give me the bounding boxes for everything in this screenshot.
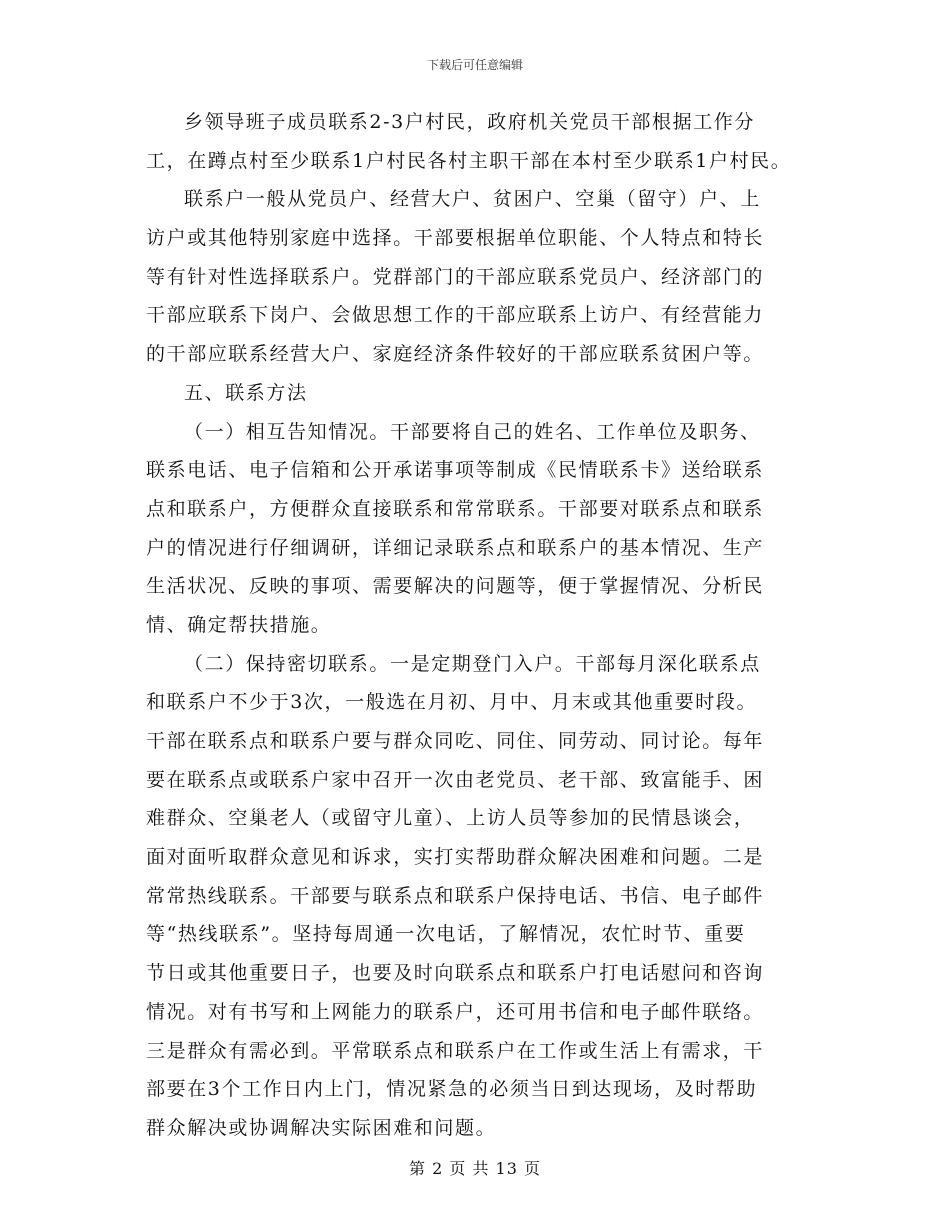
- text-line: 点和联系户，方便群众直接联系和常常联系。干部要对联系点和联系: [146, 497, 765, 520]
- text-line: 情、确定帮扶措施。: [146, 613, 332, 636]
- page-number-footer: 第 2 页 共 13 页: [409, 1159, 541, 1178]
- page-header: 下载后可任意编辑: [426, 58, 523, 72]
- text-line: 生活状况、反映的事项、需要解决的问题等，便于掌握情况、分析民: [146, 575, 765, 598]
- text-line: 的干部应联系经营大户、家庭经济条件较好的干部应联系贫困户等。: [146, 343, 765, 366]
- text-line: 要在联系点或联系户家中召开一次由老党员、老干部、致富能手、困: [146, 768, 765, 791]
- text-line: 部要在3个工作日内上门，情况紧急的必须当日到达现场，及时帮助: [146, 1078, 758, 1101]
- text-line: 三是群众有需必到。平常联系点和联系户在工作或生活上有需求，干: [146, 1039, 765, 1062]
- text-line: 联系户一般从党员户、经营大户、贫困户、空巢（留守）户、上: [184, 188, 761, 211]
- text-line: 难群众、空巢老人（或留守儿童）、上访人员等参加的民情恳谈会，: [146, 807, 755, 830]
- text-line: 等“热线联系”。坚持每周通一次电话，了解情况，农忙时节、重要: [146, 923, 746, 946]
- document-body: [146, 110, 806, 1155]
- text-line: 干部在联系点和联系户要与群众同吃、同住、同劳动、同讨论。每年: [146, 730, 765, 752]
- text-line: （一）相互告知情况。干部要将自己的姓名、工作单位及职务、: [184, 420, 761, 443]
- text-line: 群众解决或协调解决实际困难和问题。: [146, 1116, 497, 1139]
- text-line: 情况。对有书写和上网能力的联系户，还可用书信和电子邮件联络。: [146, 1000, 765, 1023]
- text-line: （二）保持密切联系。一是定期登门入户。干部每月深化联系点: [184, 652, 761, 675]
- text-line: 联系电话、电子信箱和公开承诺事项等制成《民情联系卡》送给联系: [146, 459, 765, 482]
- text-line: 节日或其他重要日子，也要及时向联系点和联系户打电话慰问和咨询: [146, 962, 765, 985]
- text-line: 和联系户不少于3次，一般选在月初、月中、月末或其他重要时段。: [146, 691, 758, 714]
- text-line: 面对面听取群众意见和诉求，实打实帮助群众解决困难和问题。二是: [146, 846, 765, 869]
- text-line: 等有针对性选择联系户。党群部门的干部应联系党员户、经济部门的: [146, 265, 765, 288]
- text-line: 户的情况进行仔细调研，详细记录联系点和联系户的基本情况、生产: [146, 536, 765, 559]
- section-heading: 五、联系方法: [184, 381, 308, 404]
- text-line: 干部应联系下岗户、会做思想工作的干部应联系上访户、有经营能力: [146, 304, 765, 327]
- text-line: 常常热线联系。干部要与联系点和联系户保持电话、书信、电子邮件: [146, 884, 765, 907]
- text-line: 乡领导班子成员联系2-3户村民，政府机关党员干部根据工作分: [184, 111, 755, 133]
- text-line: 访户或其他特别家庭中选择。干部要根据单位职能、个人特点和特长: [146, 227, 765, 250]
- text-line: 工，在蹲点村至少联系1户村民各村主职干部在本村至少联系1户村民。: [146, 149, 792, 172]
